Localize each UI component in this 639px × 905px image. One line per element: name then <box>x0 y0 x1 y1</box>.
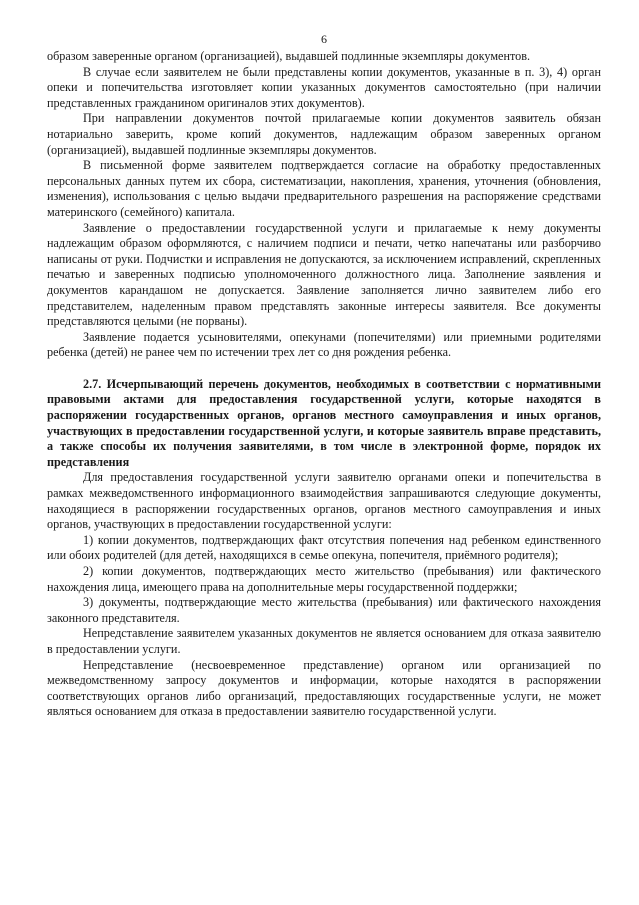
paragraph-personal-data-consent: В письменной форме заявителем подтверждается согласие на обработку предоставленных персональных данных путем их сбора, систематизации, накопления, хранения, уточнения (обновления, изменения), использования с целью выдачи предварительного разрешения на распоряжение средствами материнского (семейного) капитала. <box>47 158 601 219</box>
paragraph-postal-submission: При направлении документов почтой прилагаемые копии документов заявитель обязан нотариально заверить, кроме копий документов, надлежащим образом заверенных органом (организацией), выдавшей подлинные экземпляры документов. <box>47 111 601 157</box>
section-heading-2-7: 2.7. Исчерпывающий перечень документов, необходимых в соответствии с нормативными правовыми актами для предоставления государственной услуги, которые находятся в распоряжении государственных органов, органов местного самоуправления и иных органов, участвующих в предоставлении государственной услуги, и которые заявитель вправе представить, а также способы их получения заявителями, в том числе в электронной форме, порядок их представления <box>47 376 601 469</box>
section-body-after-heading <box>47 470 601 720</box>
page-number: 6 <box>321 32 327 46</box>
list-item-1: 1) копии документов, подтверждающих факт отсутствия попечения над ребенком единственного или обоих родителей (для детей, находящихся в семье опекуна, попечителя, приёмного родителя); <box>47 532 601 563</box>
paragraph-continuation: образом заверенные органом (организацией), выдавшей подлинные экземпляры документов. <box>47 49 531 63</box>
paragraph-non-submission-agency: Непредставление (несвоевременное представление) органом или организацией по межведомственному запросу документов и информации, которые находятся в распоряжении соответствующих органов либо организаций, предоставляющих государственные услуги, не может являться основанием для отказа в предоставлении заявителю государственной услуги. <box>47 657 601 719</box>
paragraph-application-requirements: Заявление о предоставлении государственной услуги и прилагаемые к нему документы надлежащим образом оформляются, с наличием подписи и печати, четко напечатаны или разборчиво написаны от руки. Подчистки и исправления не допускаются, за исключением исправлений, скрепленных печатью и заверенных подписью уполномоченного должностного лица. Заполнение заявления и документов карандашом не допускается. Заявление заполняется лично заявителем либо его представителем, наделенным правом представлять законные интересы заявителя. Все документы представляются целыми (не порваны). <box>47 220 601 329</box>
paragraph-application-timing: Заявление подается усыновителями, опекунами (попечителями) или приемными родителями ребенка (детей) не ранее чем по истечении трех лет со дня рождения ребенка. <box>47 329 601 360</box>
paragraph-interagency-request: Для предоставления государственной услуги заявителю органами опеки и попечительства в рамках межведомственного информационного взаимодействия запрашиваются следующие документы, находящиеся в распоряжении государственных органов, органов местного самоуправления и иных органов, участвующих в предоставлении государственной услуги: <box>47 470 601 532</box>
section-body-before-heading <box>47 49 601 361</box>
section-gap <box>47 361 601 377</box>
paragraph-copies-by-guardianship: В случае если заявителем не были представлены копии документов, указанные в п. 3), 4) орган опеки и попечительства изготовляет копии указанных документов самостоятельно (при наличии представленных гражданином оригиналов этих документов). <box>47 64 601 110</box>
list-item-3: 3) документы, подтверждающие место жительства (пребывания) или фактического нахождения законного представителя. <box>47 595 601 625</box>
list-item-2: 2) копии документов, подтверждающих место жительство (пребывания) или фактического нахождения лица, имеющего права на дополнительные меры государственной поддержки; <box>47 564 601 594</box>
paragraph-non-submission-applicant: Непредставление заявителем указанных документов не является основанием для отказа заявителю в предоставлении услуги. <box>47 626 601 656</box>
